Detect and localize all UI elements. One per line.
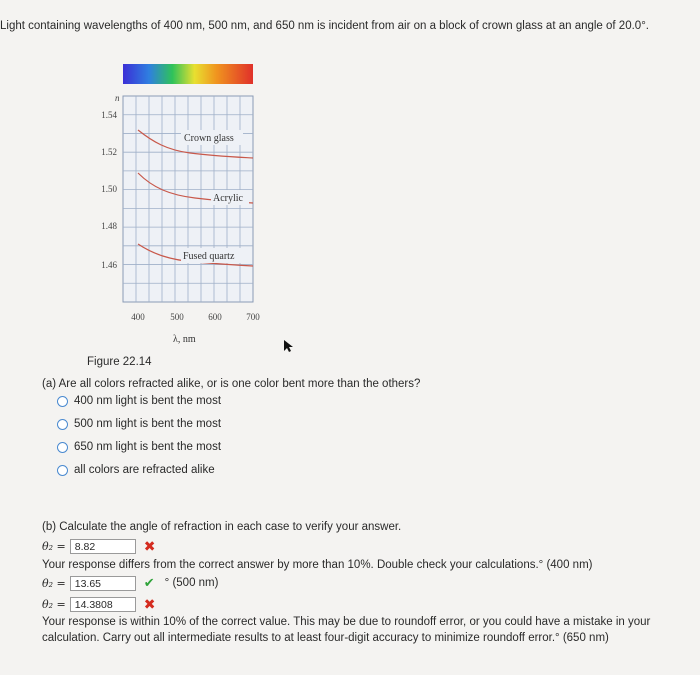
y-tick-label: 1.52 [101,147,117,157]
y-tick-label: 1.48 [101,221,117,231]
incorrect-icon: ✖ [143,538,156,554]
option-label: 500 nm light is bent the most [74,418,222,430]
answer-input-650nm[interactable]: 14.3808 [70,597,136,612]
part-b-question: (b) Calculate the angle of refraction in each case to verify your answer. [42,521,402,533]
answer-row-650nm [42,596,155,613]
option-all-alike[interactable] [57,464,215,476]
answer-row-500nm [42,575,218,591]
option-400nm[interactable] [57,395,221,407]
y-tick-label: 1.46 [101,260,117,270]
theta-symbol: θ₂ = [42,540,66,553]
mouse-cursor-icon [283,339,295,353]
y-axis-symbol: n [115,93,120,103]
acrylic-label: Acrylic [213,193,243,204]
option-500nm[interactable] [57,418,221,430]
theta-symbol: θ₂ = [42,598,66,611]
option-label: 650 nm light is bent the most [74,441,222,453]
theta-symbol: θ₂ = [42,576,66,590]
radio-button[interactable] [57,396,68,407]
option-label: all colors are refracted alike [74,464,215,476]
problem-statement: Light containing wavelengths of 400 nm, 500 nm, and 650 nm is incident from air on a block of crown glass at an angle of 20.0°. [0,20,649,32]
radio-button[interactable] [57,419,68,430]
y-tick-label: 1.50 [101,184,117,194]
unit-label-500nm: ° (500 nm) [164,577,219,589]
x-axis-label: λ, nm [173,334,196,345]
crown-glass-label: Crown glass [184,133,234,144]
y-tick-label: 1.54 [101,110,117,120]
answer-row-400nm [42,538,155,555]
answer-input-500nm[interactable]: 13.65 [70,576,136,591]
feedback-650nm: Your response is within 10% of the correct value. This may be due to roundoff error, or you could have a mistake in your calculation. Carry out all intermediate results to at least four-digit accuracy to minimize roundoff error.° (650 nm) [42,616,651,644]
incorrect-icon: ✖ [143,596,156,612]
feedback-400nm: Your response differs from the correct answer by more than 10%. Double check your calculations.° (400 nm) [42,559,593,571]
radio-button[interactable] [57,442,68,453]
figure-graphic [95,58,285,358]
x-tick-label: 700 [246,312,260,322]
x-tick-label: 600 [208,312,222,322]
figure-caption: Figure 22.14 [87,356,152,368]
x-tick-label: 400 [131,312,145,322]
radio-button[interactable] [57,465,68,476]
refractive-index-figure [95,58,285,358]
fused-quartz-label: Fused quartz [183,251,235,262]
correct-check-icon: ✔ [143,575,155,590]
visible-spectrum-bar [123,64,253,84]
answer-input-400nm[interactable]: 8.82 [70,539,136,554]
option-650nm[interactable] [57,441,221,453]
part-a-question: (a) Are all colors refracted alike, or is one color bent more than the others? [42,378,421,390]
option-label: 400 nm light is bent the most [74,395,222,407]
x-tick-label: 500 [170,312,184,322]
